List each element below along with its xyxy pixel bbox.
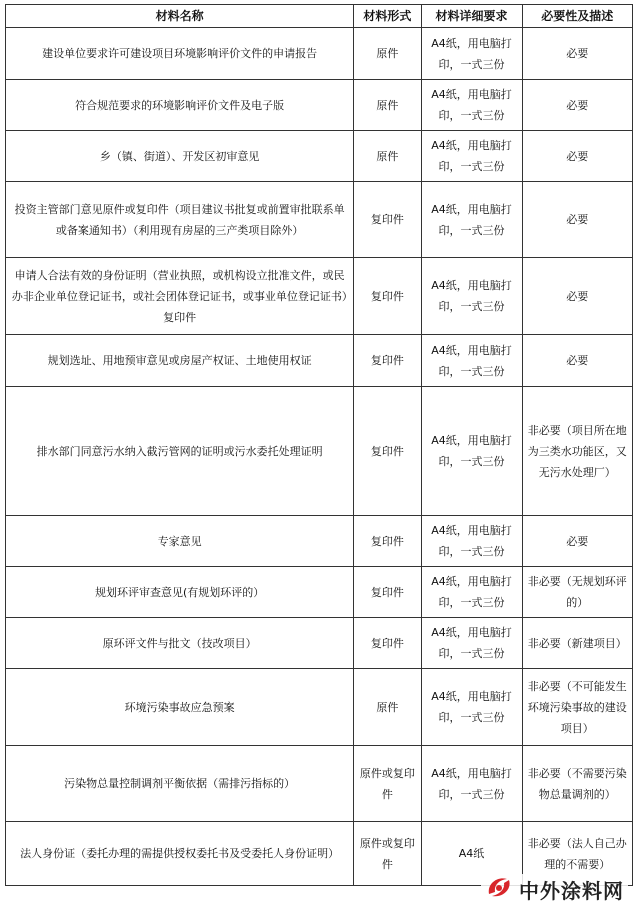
header-material-name: 材料名称 (6, 5, 354, 28)
cell-necessity: 非必要（新建项目） (522, 618, 632, 669)
cell-material-form: 复印件 (354, 516, 421, 567)
cell-material-detail: A4纸，用电脑打印，一式三份 (421, 80, 522, 131)
cell-necessity: 非必要（不需要污染物总量调剂的） (522, 746, 632, 822)
cell-necessity: 必要 (522, 335, 632, 387)
table-row (6, 618, 633, 669)
cell-material-name: 原环评文件与批文（技改项目） (6, 618, 354, 669)
site-watermark (481, 874, 628, 904)
cell-necessity: 必要 (522, 182, 632, 258)
cell-material-form: 复印件 (354, 182, 421, 258)
cell-material-name: 申请人合法有效的身份证明（营业执照，或机构设立批准文件，或民办非企业单位登记证书，或社会团体登记证书，或事业单位登记证书）复印件 (6, 258, 354, 335)
cell-material-form: 原件 (354, 669, 421, 746)
table-row (6, 131, 633, 182)
swirl-logo-icon (485, 874, 513, 904)
cell-material-form: 原件 (354, 28, 421, 80)
cell-material-form: 原件或复印件 (354, 746, 421, 822)
cell-material-name: 乡（镇、街道）、开发区初审意见 (6, 131, 354, 182)
cell-necessity: 必要 (522, 258, 632, 335)
cell-material-name: 专家意见 (6, 516, 354, 567)
cell-material-name: 排水部门同意污水纳入截污管网的证明或污水委托处理证明 (6, 387, 354, 516)
cell-material-form: 复印件 (354, 335, 421, 387)
header-material-form: 材料形式 (354, 5, 421, 28)
cell-material-detail: A4纸，用电脑打印，一式三份 (421, 669, 522, 746)
watermark-text: 中外涂料网 (519, 878, 624, 903)
table-row (6, 746, 633, 822)
materials-table (5, 4, 633, 886)
cell-material-detail: A4纸，用电脑打印，一式三份 (421, 618, 522, 669)
cell-necessity: 必要 (522, 28, 632, 80)
cell-material-form: 复印件 (354, 567, 421, 618)
cell-material-name: 污染物总量控制调剂平衡依据（需排污指标的） (6, 746, 354, 822)
cell-material-form: 复印件 (354, 387, 421, 516)
table-row (6, 182, 633, 258)
cell-material-detail: A4纸，用电脑打印，一式三份 (421, 335, 522, 387)
cell-material-detail: A4纸，用电脑打印，一式三份 (421, 746, 522, 822)
cell-material-form: 复印件 (354, 258, 421, 335)
cell-material-detail: A4纸，用电脑打印，一式三份 (421, 516, 522, 567)
cell-material-form: 原件 (354, 80, 421, 131)
cell-necessity: 非必要（项目所在地为三类水功能区，又无污水处理厂） (522, 387, 632, 516)
table-header-row (6, 5, 633, 28)
cell-material-name: 环境污染事故应急预案 (6, 669, 354, 746)
cell-material-detail: A4纸 (421, 822, 522, 886)
table-row (6, 387, 633, 516)
header-necessity: 必要性及描述 (522, 5, 632, 28)
cell-material-name: 建设单位要求许可建设项目环境影响评价文件的申请报告 (6, 28, 354, 80)
header-material-detail: 材料详细要求 (421, 5, 522, 28)
table-row (6, 516, 633, 567)
table-row (6, 258, 633, 335)
cell-material-detail: A4纸，用电脑打印，一式三份 (421, 28, 522, 80)
cell-necessity: 必要 (522, 131, 632, 182)
cell-material-detail: A4纸，用电脑打印，一式三份 (421, 387, 522, 516)
table-row (6, 669, 633, 746)
cell-material-form: 原件或复印件 (354, 822, 421, 886)
cell-material-name: 规划选址、用地预审意见或房屋产权证、土地使用权证 (6, 335, 354, 387)
table-row (6, 335, 633, 387)
cell-material-detail: A4纸，用电脑打印，一式三份 (421, 258, 522, 335)
cell-necessity: 非必要（不可能发生环境污染事故的建设项目） (522, 669, 632, 746)
cell-material-name: 法人身份证（委托办理的需提供授权委托书及受委托人身份证明） (6, 822, 354, 886)
cell-material-form: 原件 (354, 131, 421, 182)
cell-necessity: 非必要（法人自己办理的不需要） (522, 822, 632, 886)
cell-material-form: 复印件 (354, 618, 421, 669)
cell-necessity: 必要 (522, 516, 632, 567)
table-row (6, 80, 633, 131)
table-row (6, 567, 633, 618)
cell-material-detail: A4纸，用电脑打印，一式三份 (421, 182, 522, 258)
cell-material-detail: A4纸，用电脑打印，一式三份 (421, 567, 522, 618)
cell-material-name: 符合规范要求的环境影响评价文件及电子版 (6, 80, 354, 131)
cell-material-name: 投资主管部门意见原件或复印件（项目建议书批复或前置审批联系单或备案通知书）（利用现有房屋的三产类项目除外） (6, 182, 354, 258)
cell-necessity: 非必要（无规划环评的） (522, 567, 632, 618)
cell-material-name: 规划环评审查意见(有规划环评的） (6, 567, 354, 618)
cell-necessity: 必要 (522, 80, 632, 131)
cell-material-detail: A4纸，用电脑打印，一式三份 (421, 131, 522, 182)
table-row (6, 28, 633, 80)
